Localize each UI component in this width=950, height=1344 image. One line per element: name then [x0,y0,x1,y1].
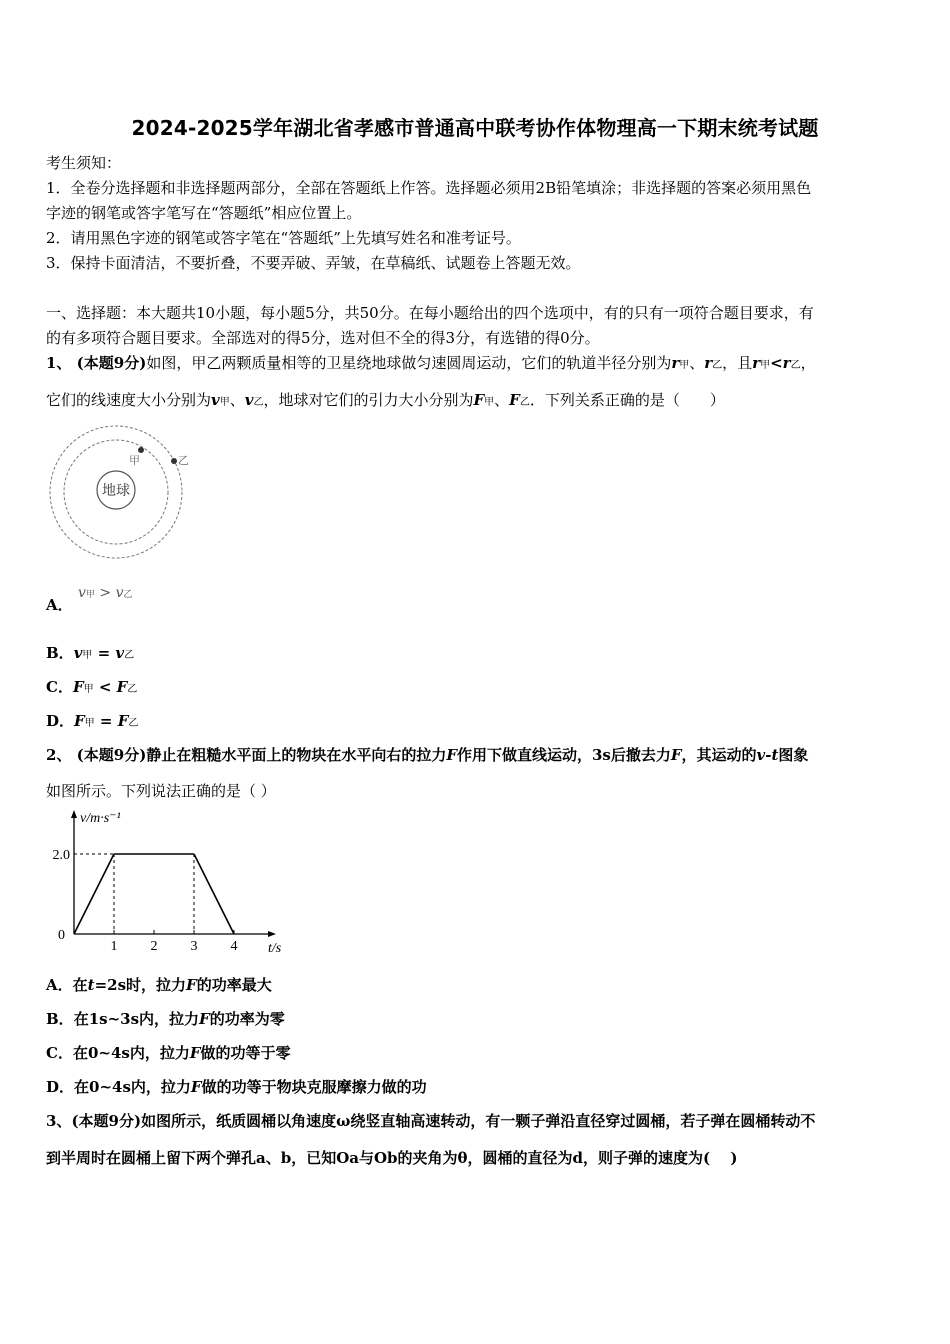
q2-option-a[interactable] [46,974,272,995]
q1-sub-yi-4: 乙 [519,397,530,408]
q1-a-v1: v [78,585,86,601]
page-title: 2024-2025学年湖北省孝感市普通高中联考协作体物理高一下期末统考试题 [131,116,819,140]
q1-sub-jia-3: 甲 [219,397,230,408]
q2-F-a: F [446,746,457,764]
q1-b-v2: v [115,644,125,662]
q2-b-post: 的功率为零 [209,1010,285,1028]
notice-line-2: 字迹的钢笔或答字笔写在“答题纸”相应位置上。 [46,204,362,222]
q1-and: ，且 [722,354,753,372]
q1-c-rel: < [93,678,117,696]
q1-c-F1: F [72,678,84,696]
q2-b-pre: 在1s~3s内，拉力 [73,1010,200,1028]
q2-number: 2、 [46,746,72,764]
q2-text-c: ，其运动的 [681,746,757,764]
q2-d-post: 做的功等于物块克服摩擦力做的功 [201,1078,427,1096]
vt-chart [40,808,300,958]
q1-r-c: r [752,354,761,372]
notice-heading: 考生须知： [46,154,122,172]
q2-option-b[interactable] [46,1008,285,1029]
q1-sub-yi: 乙 [712,360,723,371]
q1-comma: ， [800,354,816,372]
q2-text-b: 作用下做直线运动，3s后撤去力 [456,746,671,764]
q1-c-sub1: 甲 [83,684,94,695]
y-axis-label: v/m·s⁻¹ [80,811,121,826]
q1-b-sub1: 甲 [82,650,93,661]
q1-sub-yi-3: 乙 [253,397,264,408]
q2-a-t: t [87,976,95,994]
q1-option-b-label: B． [46,644,74,662]
q1-c-sub2: 乙 [127,684,138,695]
q1-v-a: v [211,391,220,409]
q1-d-sub2: 乙 [128,718,139,729]
q2-c-label: C． [46,1044,73,1062]
q1-a-v2: v [115,585,124,601]
q1-text-b: 它们的线速度大小分别为 [46,391,212,409]
earth-label: 地球 [102,484,130,499]
q1-a-sub2: 乙 [123,590,133,600]
q3-number: 3、 [46,1112,72,1130]
q1-sub-jia: 甲 [679,360,690,371]
q2-a-mid: =2s时，拉力 [94,976,187,994]
q1-option-a-expr [78,585,133,601]
q2-text-d: 图象 [778,746,809,764]
q2-F-b: F [670,746,682,764]
q1-sub-jia-4: 甲 [484,397,495,408]
q1-d-rel: = [94,712,118,730]
y-axis-arrow [71,810,77,818]
q1-option-a-label: A． [46,596,73,614]
q2-d-F: F [190,1078,202,1096]
x-axis-arrow [268,931,276,937]
q2-a-pre: 在 [72,976,88,994]
q1-lt: < [770,354,783,372]
q1-tag: (本题9分) [76,354,147,372]
q1-sep-2: 、 [229,391,245,409]
x-tick-label-3: 3 [190,939,198,954]
notice-line-3: 2．请用黑色字迹的钢笔或答字笔在“答题纸”上先填写姓名和准考证号。 [46,229,521,247]
orbit-diagram [44,420,194,560]
q1-r-d: r [782,354,791,372]
q2-tag: (本题9分) [76,746,147,764]
q2-c-F: F [189,1044,201,1062]
q1-line-2 [46,389,725,410]
satellite-yi-dot [171,458,177,464]
q1-r-a: r [671,354,680,372]
q2-d-label: D． [46,1078,75,1096]
q1-line-1 [46,352,816,373]
q1-c-F2: F [116,678,128,696]
q2-c-pre: 在0~4s内，拉力 [72,1044,190,1062]
series-segment-1 [74,854,114,934]
section-intro-line-1: 一、选择题：本大题共10小题，每小题5分，共50分。在每小题给出的四个选项中，有的只有一项符合题目要求，有 [46,304,814,322]
q3-text-a: (本题9分)如图所示，纸质圆桶以角速度ω绕竖直轴高速转动，有一颗子弹沿直径穿过圆桶，若子弹在圆桶转动不 [71,1112,816,1130]
q1-a-rel: > [99,585,112,601]
q1-d-F1: F [74,712,85,730]
notice-line-1: 1．全卷分选择题和非选择题两部分，全部在答题纸上作答。选择题必须用2B铅笔填涂；非选择题的答案必须用黑色 [46,179,812,197]
q2-b-F: F [199,1010,210,1028]
series-segment-3 [194,854,234,934]
section-intro-line-2: 的有多项符合题目要求。全部选对的得5分，选对但不全的得3分，有选错的得0分。 [46,329,600,347]
q1-a-sub1: 甲 [85,590,95,600]
y-tick-label-2.0: 2.0 [52,848,70,863]
q1-option-c-label: C． [46,678,73,696]
satellite-yi-label: 乙 [178,455,189,467]
q1-option-c[interactable] [46,676,137,697]
q2-vt: v-t [756,746,779,764]
q1-option-d[interactable] [46,710,138,731]
q2-option-c[interactable] [46,1042,291,1063]
q1-option-a[interactable] [46,594,73,615]
q1-number: 1、 [46,354,72,372]
q2-line-2: 如图所示。下列说法正确的是（ ） [46,782,276,800]
q1-option-d-label: D． [46,712,75,730]
q1-sep-3: 、 [494,391,510,409]
q1-b-sub2: 乙 [124,650,135,661]
q2-b-label: B． [46,1010,74,1028]
q2-a-post: 的功率最大 [196,976,272,994]
q1-text-c: ，地球对它们的引力大小分别为 [263,391,474,409]
x-axis-label: t/s [268,941,282,956]
q1-text-a: 如图，甲乙两颗质量相等的卫星绕地球做匀速圆周运动，它们的轨道半径分别为 [146,354,672,372]
q1-F-a: F [473,391,485,409]
q1-sub-yi-2: 乙 [790,360,801,371]
q2-text-a: 静止在粗糙水平面上的物块在水平向右的拉力 [146,746,447,764]
satellite-jia-dot [138,447,144,453]
chart-layer [53,848,238,954]
q1-sep: 、 [689,354,705,372]
q2-line-1 [46,744,808,765]
q2-d-pre: 在0~4s内，拉力 [74,1078,191,1096]
q1-sub-jia-2: 甲 [760,360,771,371]
q3-line-2: 到半周时在圆桶上留下两个弹孔a、b，已知Oa与Ob的夹角为θ，圆桶的直径为d，则子弹的速度为( ) [46,1149,738,1167]
q1-r-b: r [704,354,713,372]
q2-a-label: A． [46,976,73,994]
q1-d-F2: F [117,712,129,730]
notice-line-4: 3．保持卡面清洁，不要折叠，不要弄破、弄皱，在草稿纸、试题卷上答题无效。 [46,254,581,272]
origin-label: 0 [58,928,65,943]
q1-option-b[interactable] [46,642,134,663]
q1-b-v1: v [73,644,83,662]
q2-option-d[interactable] [46,1076,427,1097]
q3-line-1 [46,1110,815,1131]
q2-c-post: 做的功等于零 [200,1044,291,1062]
x-tick-label-4: 4 [230,939,238,954]
q2-a-F: F [186,976,197,994]
x-tick-label-2: 2 [150,939,158,954]
satellite-jia-label: 甲 [129,455,140,467]
q1-b-rel: = [92,644,116,662]
q1-F-b: F [509,391,520,409]
q1-v-b: v [244,391,254,409]
x-tick-label-1: 1 [110,939,118,954]
q1-text-d: ．下列关系正确的是（ ） [529,391,725,409]
q1-d-sub1: 甲 [84,718,95,729]
